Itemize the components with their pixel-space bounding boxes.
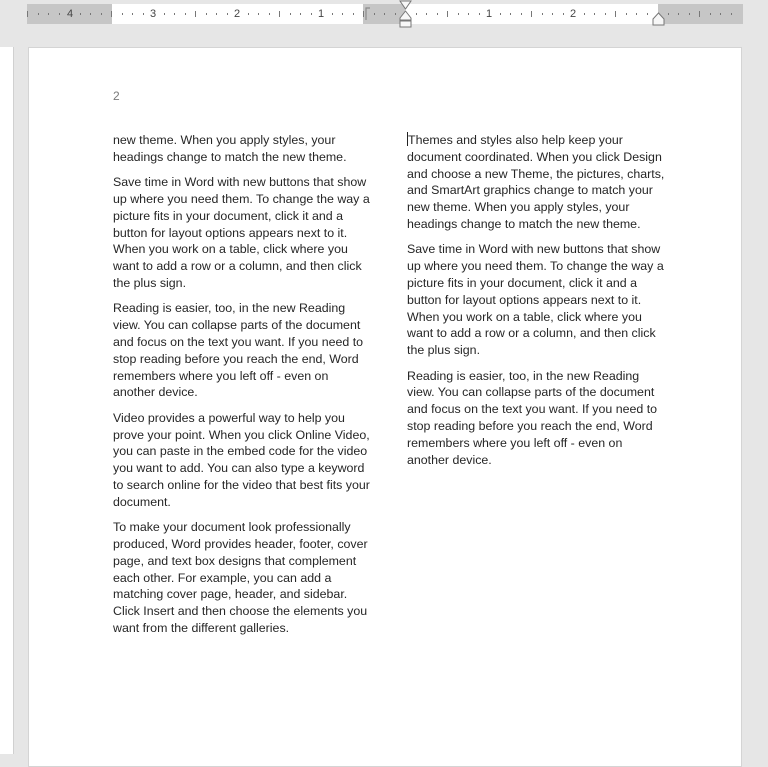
- ruler-tick: [731, 13, 732, 15]
- ruler-tick: [132, 13, 133, 15]
- ruler-number: 3: [149, 8, 157, 20]
- ruler-tick: [363, 11, 364, 17]
- ruler-tick: [626, 13, 627, 15]
- ruler-tick: [479, 13, 480, 15]
- ruler-tick: [111, 11, 112, 17]
- ruler-tick: [122, 13, 123, 15]
- ruler-tick: [269, 13, 270, 15]
- ruler-tick: [227, 13, 228, 15]
- ruler-number: 2: [569, 8, 577, 20]
- ruler-tick: [290, 13, 291, 15]
- paragraph[interactable]: To make your document look professionally produced, Word provides header, footer, cover page, and text box designs that complement each other. For example, you can add a matching cover page, header, and sidebar. Click Insert and then choose the elements you want from the different galleries.: [113, 520, 368, 635]
- ruler-tick: [279, 11, 280, 17]
- ruler-tick: [468, 13, 469, 15]
- paragraph[interactable]: new theme. When you apply styles, your headings change to match the new theme.: [113, 133, 347, 164]
- ruler-number: 1: [485, 8, 493, 20]
- ruler-tick: [594, 13, 595, 15]
- ruler-tick: [710, 13, 711, 15]
- ruler-tick: [678, 13, 679, 15]
- ruler-tick: [426, 13, 427, 15]
- ruler-tick: [458, 13, 459, 15]
- previous-page-edge: [0, 47, 14, 754]
- ruler-tick: [38, 13, 39, 15]
- ruler-tick: [164, 13, 165, 15]
- ruler-tick: [384, 13, 385, 15]
- ruler-tick: [311, 13, 312, 15]
- ruler-tick: [143, 13, 144, 15]
- ruler-tick: [248, 13, 249, 15]
- ruler-tick: [185, 13, 186, 15]
- paragraph[interactable]: Reading is easier, too, in the new Reading view. You can collapse parts of the document and focus on the text you want. If you need to stop reading before you reach the end, Word remembers where you left off - even on another device.: [407, 368, 658, 467]
- indent-markers-icon[interactable]: [399, 0, 412, 32]
- ruler-tick: [174, 13, 175, 15]
- ruler-tick: [521, 13, 522, 15]
- ruler-tick: [437, 13, 438, 15]
- ruler-tick: [101, 13, 102, 15]
- paragraph[interactable]: Reading is easier, too, in the new Reading view. You can collapse parts of the document and focus on the text you want. If you need to stop reading before you reach the end, Word remembers where you left off - even on another device.: [113, 301, 364, 400]
- document-page[interactable]: [28, 47, 742, 767]
- ruler-number: 4: [66, 8, 74, 20]
- ruler-tick: [258, 13, 259, 15]
- ruler-tick: [563, 13, 564, 15]
- paragraph[interactable]: Save time in Word with new buttons that show up where you need them. To change the way a picture fits in your document, click it and a button for layout options appears next to it. When you work on a table, click where you want to add a row or a column, and then click the plus sign.: [113, 175, 370, 290]
- ruler-tick: [636, 13, 637, 15]
- ruler-number: 2: [233, 8, 241, 20]
- ruler-tick: [48, 13, 49, 15]
- ruler-tick: [531, 11, 532, 17]
- ruler-tick: [510, 13, 511, 15]
- ruler-tick: [206, 13, 207, 15]
- ruler-tick: [416, 13, 417, 15]
- ruler-tick: [500, 13, 501, 15]
- paragraph-text: Themes and styles also help keep your document coordinated. When you click Design and choose a new Theme, the pictures, charts, and SmartArt graphics change to match your new theme. When you apply styles, your headings change to match the new theme.: [407, 133, 665, 231]
- text-column-left[interactable]: [113, 132, 373, 645]
- ruler-number: 1: [317, 8, 325, 20]
- ruler-tick: [447, 11, 448, 17]
- ruler-tick: [59, 13, 60, 15]
- ruler-tick: [80, 13, 81, 15]
- ruler-tick: [668, 13, 669, 15]
- column-left-edge-marker-icon[interactable]: [365, 7, 371, 21]
- ruler-tick: [699, 11, 700, 17]
- paragraph[interactable]: Save time in Word with new buttons that show up where you need them. To change the way a picture fits in your document, click it and a button for layout options appears next to it. When you work on a table, click where you want to add a row or a column, and then click the plus sign.: [407, 242, 664, 358]
- ruler-tick: [584, 13, 585, 15]
- ruler-tick: [395, 13, 396, 15]
- paragraph[interactable]: Video provides a powerful way to help you prove your point. When you click Online Video, you can paste in the embed code for the video you want to add. You can also type a keyword to search online for the video that best fits your document.: [113, 410, 370, 509]
- ruler-tick: [353, 13, 354, 15]
- ruler-tick: [90, 13, 91, 15]
- ruler-tick: [605, 13, 606, 15]
- ruler-tick: [374, 13, 375, 15]
- ruler-tick: [615, 11, 616, 17]
- right-indent-marker-icon[interactable]: [652, 12, 665, 26]
- ruler-tick: [27, 11, 28, 17]
- page-number-header[interactable]: 2: [113, 89, 120, 103]
- ruler-tick: [542, 13, 543, 15]
- ruler-tick: [332, 13, 333, 15]
- ruler-tick: [342, 13, 343, 15]
- text-column-right[interactable]: [407, 132, 667, 477]
- ruler-tick: [647, 13, 648, 15]
- ruler-tick: [689, 13, 690, 15]
- ruler-tick: [720, 13, 721, 15]
- paragraph[interactable]: [407, 132, 667, 233]
- horizontal-ruler[interactable]: [27, 4, 743, 24]
- ruler-tick: [195, 11, 196, 17]
- ruler-tick: [300, 13, 301, 15]
- ruler-tick: [216, 13, 217, 15]
- ruler-tick: [552, 13, 553, 15]
